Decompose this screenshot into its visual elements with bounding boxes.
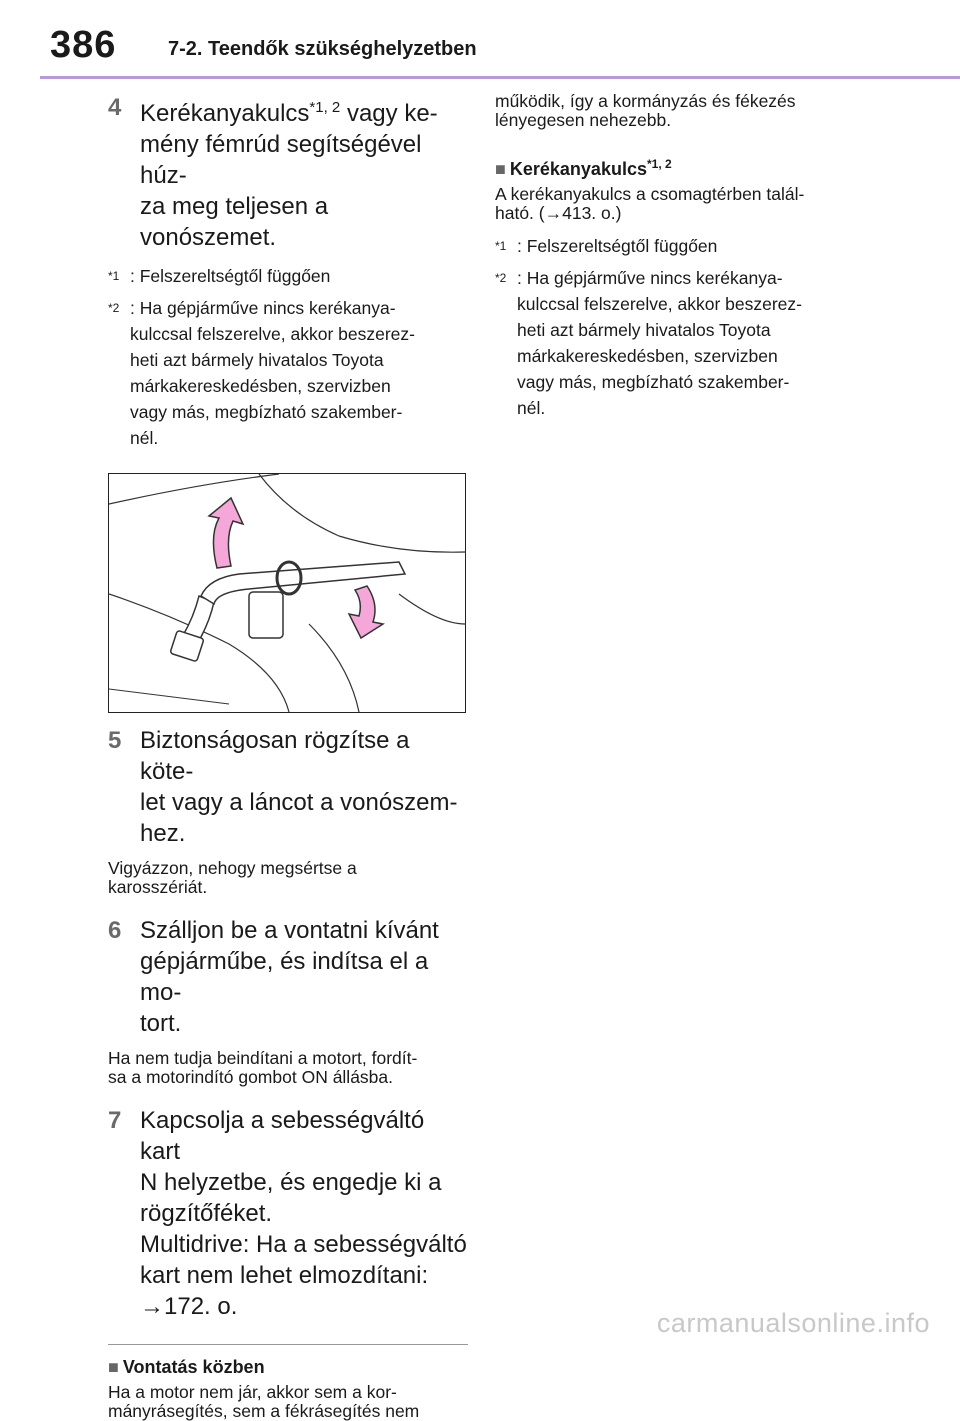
step-number: 4 bbox=[108, 94, 122, 121]
body-line bbox=[309, 624, 359, 712]
left-column bbox=[108, 92, 468, 1421]
footnote-1 bbox=[108, 263, 468, 289]
footnote-mark-sup: *1 bbox=[495, 239, 507, 253]
step-7 bbox=[108, 1105, 468, 1322]
square-bullet-icon: ■ bbox=[108, 1357, 119, 1377]
section-text-wrench: A kerékanyakulcs a csomagtérben talál- ható. (→413. o.) bbox=[495, 184, 805, 223]
eyelet-cover-cap bbox=[249, 592, 283, 638]
body-line bbox=[109, 689, 229, 704]
step-number: 7 bbox=[108, 1107, 122, 1134]
footnote-ref: *1, 2 bbox=[309, 99, 341, 116]
header-rule bbox=[40, 76, 960, 79]
footnote-mark bbox=[108, 263, 119, 294]
section-title: Kerékanyakulcs bbox=[509, 159, 647, 179]
body-line bbox=[399, 594, 465, 624]
footnote-mark-sup: *2 bbox=[108, 301, 120, 315]
footnote-1 bbox=[495, 233, 865, 259]
step-text-part: vagy ke- mény fémrúd segítségével húz- za meg teljesen a vonószemet. bbox=[140, 100, 438, 251]
step-6 bbox=[108, 915, 468, 1039]
right-column bbox=[495, 92, 865, 427]
continued-text: működik, így a kormányzás és fékezés lényegesen nehezebb. bbox=[495, 91, 796, 130]
footnote-mark bbox=[495, 265, 506, 296]
step-text-part: Kerékanyakulcs bbox=[140, 100, 310, 127]
section-heading-towing bbox=[108, 1355, 468, 1379]
footnote-2 bbox=[495, 265, 865, 421]
rotate-down-arrow bbox=[349, 586, 383, 638]
step-text: Biztonságosan rögzítse a köte- let vagy a láncot a vonószem- hez. bbox=[140, 727, 458, 847]
step-6-note: Ha nem tudja beindítani a motort, fordít- sa a motorindító gombot ON állásba. bbox=[108, 1048, 418, 1087]
step-number: 6 bbox=[108, 917, 122, 944]
step-text: Kapcsolja a sebességváltó kart N helyzetbe, és engedje ki a rögzítőféket. Multidrive: Ha a sebességváltó kart nem lehet elmozdítani: →172. o. bbox=[140, 1107, 467, 1320]
footnote-ref: *1, 2 bbox=[646, 157, 672, 171]
body-line bbox=[109, 474, 279, 504]
wrench-turning-drawing bbox=[109, 474, 465, 712]
page-number: 386 bbox=[50, 24, 117, 66]
rotate-up-arrow bbox=[209, 498, 243, 568]
chapter-title: 7-2. Teendők szükséghelyzetben bbox=[168, 38, 477, 60]
footnote-mark bbox=[108, 295, 119, 326]
footnote-text: : Ha gépjárműve nincs kerékanya- kulccsal felszerelve, akkor beszerez- heti azt bármely hivatalos Toyota márkakereskedésben, szervizben vagy más, megbízható szakember- nél. bbox=[130, 298, 415, 448]
watermark-site: carmanualsonline.info bbox=[656, 1308, 930, 1338]
page-header bbox=[0, 0, 960, 80]
section-divider bbox=[108, 1344, 468, 1345]
step-text: Szálljon be a vontatni kívánt gépjárműbe, és indítsa el a mo- tort. bbox=[140, 917, 439, 1037]
step-text bbox=[140, 100, 438, 251]
towing-eyelet-illustration bbox=[108, 473, 466, 713]
step-5-note: Vigyázzon, nehogy megsértse a karosszériát. bbox=[108, 858, 357, 897]
section-heading-wrench bbox=[495, 152, 865, 181]
footnote-text: : Felszereltségtől függően bbox=[130, 266, 331, 286]
footnote-mark-sup: *1 bbox=[108, 269, 120, 283]
footnote-mark-sup: *2 bbox=[495, 271, 507, 285]
footnote-mark bbox=[495, 233, 506, 264]
footnote-2 bbox=[108, 295, 468, 451]
body-line bbox=[259, 474, 465, 552]
square-bullet-icon: ■ bbox=[495, 159, 506, 179]
wrench-bar bbox=[201, 562, 405, 604]
step-number: 5 bbox=[108, 727, 122, 754]
section-text-towing: Ha a motor nem jár, akkor sem a kor- mányrásegítés, sem a fékrásegítés nem bbox=[108, 1382, 420, 1421]
section-title: Vontatás közben bbox=[122, 1357, 265, 1377]
step-4 bbox=[108, 92, 468, 253]
step-5 bbox=[108, 725, 468, 849]
footnote-text: : Ha gépjárműve nincs kerékanya- kulccsal felszerelve, akkor beszerez- heti azt bármely hivatalos Toyota márkakereskedésben, szervizben vagy más, megbízható szakember- nél. bbox=[517, 268, 802, 418]
footnote-text: : Felszereltségtől függően bbox=[517, 236, 718, 256]
